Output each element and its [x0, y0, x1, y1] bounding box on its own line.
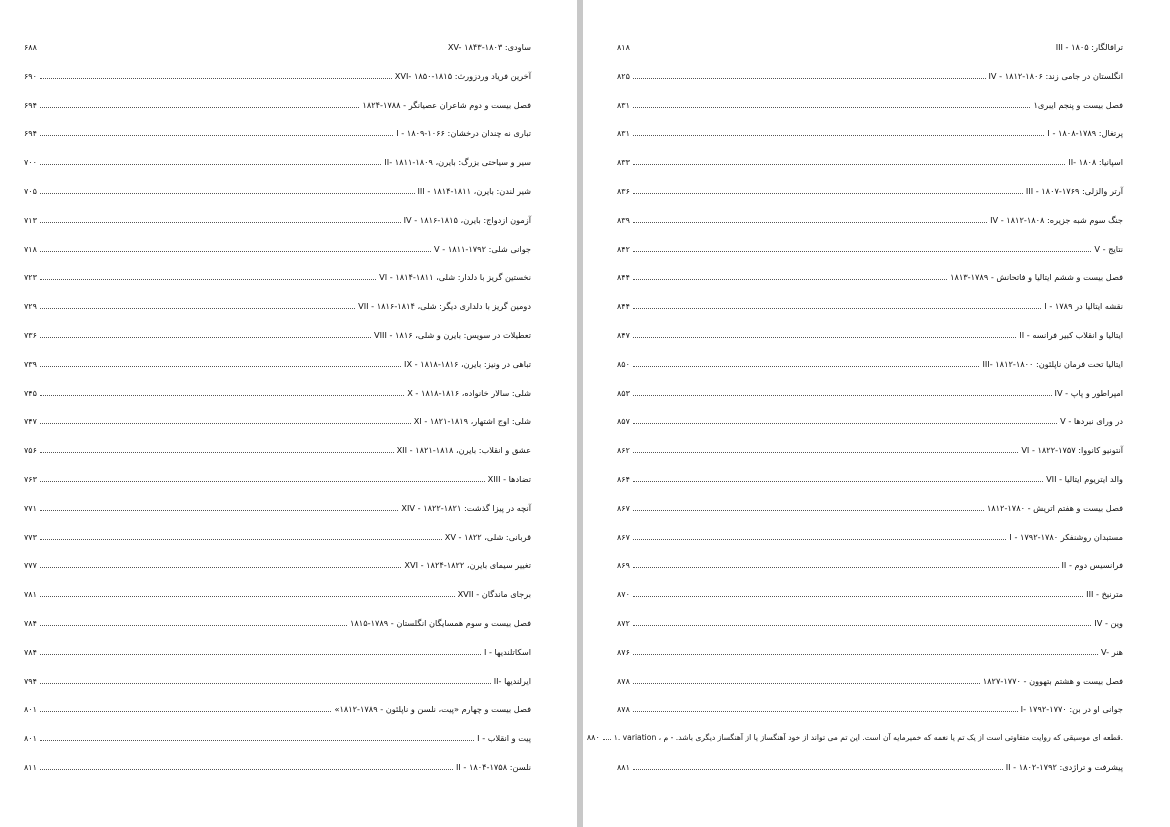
toc-entry[interactable]	[617, 674, 1123, 703]
toc-entry-page-number: ۷۸۱	[24, 590, 37, 600]
toc-entry[interactable]	[24, 299, 531, 328]
dot-leader	[633, 99, 1031, 108]
dot-leader	[633, 243, 1092, 252]
toc-entry[interactable]	[617, 40, 1123, 69]
toc-entry[interactable]	[24, 731, 531, 760]
dot-leader	[633, 761, 1003, 770]
toc-entry[interactable]	[617, 386, 1123, 415]
toc-entry-page-number: ۸۷۶	[617, 647, 630, 657]
toc-entry[interactable]	[617, 357, 1123, 386]
toc-entry-title: XVI- آخرین فریاد وردزورث: ۱۸۱۵-۱۸۵۰	[394, 70, 531, 81]
toc-entry-page-number: ۸۶۷	[617, 503, 630, 513]
table-of-contents-left	[24, 40, 531, 789]
toc-entry[interactable]	[24, 242, 531, 271]
dot-leader	[40, 42, 445, 50]
toc-entry-page-number: ۸۸۱	[617, 762, 630, 772]
toc-entry-page-number: ۷۳۶	[24, 330, 37, 340]
toc-entry-title: V - نتایج	[1094, 243, 1123, 254]
toc-entry-page-number: ۸۴۲	[617, 244, 630, 254]
right-page	[583, 0, 1170, 827]
toc-entry-page-number: ۶۸۸	[24, 43, 37, 52]
toc-entry-title: IV - آزمون ازدواج: بایرن، ۱۸۱۵-۱۸۱۶	[403, 214, 531, 225]
dot-leader	[633, 473, 1043, 482]
toc-entry-page-number: ۷۵۶	[24, 446, 37, 456]
dot-leader	[40, 156, 382, 165]
dot-leader	[633, 531, 1007, 540]
toc-entry-page-number: ۸۳۳	[617, 158, 630, 168]
toc-entry-title: I - نقشه ایتالیا در ۱۷۸۹	[1044, 301, 1123, 312]
dot-leader	[633, 387, 1052, 396]
toc-entry-title: X - شلی: سالار خانواده، ۱۸۱۶-۱۸۱۸	[407, 387, 531, 398]
toc-entry-title: IV - امپراطور و پاپ	[1054, 387, 1123, 398]
toc-entry-page-number: ۷۴۵	[24, 388, 37, 398]
toc-entry[interactable]	[24, 530, 531, 559]
toc-entry-page-number: ۸۷۲	[617, 618, 630, 628]
dot-leader	[40, 271, 376, 280]
toc-entry-title: فصل بیست و سوم همسایگان انگلستان - ۱۷۸۹-۱۸۱۵	[350, 617, 531, 628]
dot-leader	[40, 559, 401, 568]
dot-leader	[40, 703, 332, 712]
toc-entry[interactable]	[617, 328, 1123, 357]
toc-entry-page-number: ۸۶۲	[617, 446, 630, 456]
toc-entry[interactable]	[24, 587, 531, 616]
toc-entry-title: VIII - تعطیلات در سویس: بایرن و شلی، ۱۸۱۶	[374, 329, 531, 340]
toc-entry-page-number: ۸۳۶	[617, 186, 630, 196]
toc-entry[interactable]	[617, 501, 1123, 530]
toc-entry-page-number: ۸۴۴	[617, 302, 630, 312]
toc-entry-page-number: ۷۰۵	[24, 186, 37, 196]
toc-entry-title: VII - دومین گریز با دلداری دیگر: شلی، ۱۸۱۴-۱۸۱۶	[358, 301, 531, 312]
toc-entry-title: III - مترنیخ	[1086, 589, 1123, 600]
toc-entry-page-number: ۷۴۷	[24, 417, 37, 427]
toc-entry-page-number: ۸۵۰	[617, 359, 630, 369]
toc-entry[interactable]	[617, 587, 1123, 616]
toc-entry[interactable]	[24, 558, 531, 587]
toc-entry-title: II- سیر و سیاحتی بزرگ: بایرن، ۱۸۰۹-۱۸۱۱	[384, 157, 531, 168]
toc-entry[interactable]	[617, 98, 1123, 127]
dot-leader	[40, 387, 404, 396]
toc-entry[interactable]	[24, 472, 531, 501]
toc-entry[interactable]	[617, 530, 1123, 559]
dot-leader	[40, 358, 401, 367]
toc-entry[interactable]	[24, 357, 531, 386]
dot-leader	[40, 127, 393, 136]
toc-entry-title: I - اسکاتلندیها	[483, 646, 531, 657]
toc-entry-page-number: ۸۵۳	[617, 388, 630, 398]
toc-entry[interactable]	[24, 386, 531, 415]
toc-entry-title: فصل بیست و هشتم بتهوون - ۱۷۷۰-۱۸۲۷	[982, 675, 1123, 686]
toc-entry[interactable]	[24, 213, 531, 242]
dot-leader	[633, 271, 947, 280]
dot-leader	[40, 243, 431, 252]
dot-leader	[633, 588, 1083, 597]
toc-entry-page-number: ۷۷۱	[24, 503, 37, 513]
toc-entry[interactable]	[617, 645, 1123, 674]
toc-entry-page-number: ۷۷۷	[24, 561, 37, 571]
toc-entry-page-number: ۸۴۴	[617, 273, 630, 283]
dot-leader	[40, 531, 442, 540]
dot-leader	[633, 214, 987, 223]
toc-entry[interactable]	[617, 702, 1123, 731]
dot-leader	[40, 617, 347, 626]
toc-entry-page-number: ۷۸۴	[24, 618, 37, 628]
toc-entry-page-number: ۸۶۴	[617, 474, 630, 484]
dot-leader	[40, 473, 485, 482]
toc-entry-page-number: ۷۸۴	[24, 647, 37, 657]
toc-entry-title: XIV - آنچه در پیزا گذشت: ۱۸۲۱-۱۸۲۲	[401, 502, 531, 513]
dot-leader	[633, 329, 1016, 338]
toc-entry-title: III - آرتر والزلی: ۱۷۶۹-۱۸۰۷	[1025, 185, 1123, 196]
toc-entry-title: فصل بیست و پنجم ایبری۱	[1033, 99, 1123, 110]
dot-leader	[40, 99, 360, 108]
dot-leader	[40, 300, 355, 309]
toc-entry-page-number: ۶۹۰	[24, 71, 37, 81]
dot-leader	[40, 761, 453, 770]
toc-entry[interactable]	[24, 616, 531, 645]
toc-entry[interactable]	[617, 184, 1123, 213]
table-of-contents-right	[586, 40, 1123, 789]
toc-entry[interactable]	[24, 126, 531, 155]
toc-entry-title: IV - جنگ سوم شبه جزیره: ۱۸۰۸-۱۸۱۲	[990, 214, 1123, 225]
toc-entry[interactable]	[617, 472, 1123, 501]
dot-leader	[633, 185, 1023, 194]
dot-leader	[40, 444, 394, 453]
toc-entry-page-number: ۸۷۰	[617, 590, 630, 600]
dot-leader	[40, 646, 481, 655]
toc-entry-title: I - مستبدان روشنفکر ۱۷۸۰-۱۷۹۲	[1009, 531, 1123, 542]
dot-leader	[40, 329, 371, 338]
toc-entry-title: فصل بیست و چهارم «پیت، نلسن و ناپلئون - ۱۷۸۹-۱۸۱۲»	[334, 704, 531, 715]
toc-entry-title: V- هنر	[1101, 646, 1123, 657]
dot-leader	[633, 415, 1057, 424]
toc-entry[interactable]	[24, 760, 531, 789]
toc-entry-page-number: ۷۶۳	[24, 474, 37, 484]
toc-entry[interactable]	[24, 69, 531, 98]
dot-leader	[40, 502, 399, 511]
toc-entry[interactable]	[617, 299, 1123, 328]
dot-leader	[40, 732, 474, 741]
toc-entry-title: I - پیت و انقلاب	[477, 733, 531, 744]
dot-leader	[633, 502, 984, 511]
toc-entry-title: II - نلسن: ۱۷۵۸-۱۸۰۴	[455, 761, 531, 772]
dot-leader	[633, 444, 1018, 453]
toc-entry-title: V - جوانی شلی: ۱۷۹۲-۱۸۱۱	[434, 243, 531, 254]
dot-leader	[633, 675, 980, 684]
toc-entry-page-number: ۸۳۱	[617, 129, 630, 139]
dot-leader	[40, 70, 392, 79]
toc-entry-page-number: ۷۰۰	[24, 158, 37, 168]
toc-entry-title: XVI - تغییر سیمای بایرن، ۱۸۲۲-۱۸۲۴	[404, 560, 531, 571]
toc-entry[interactable]	[617, 126, 1123, 155]
toc-entry-page-number: ۸۶۹	[617, 561, 630, 571]
footnote-entry[interactable]	[586, 731, 1123, 760]
toc-entry-page-number: ۸۱۱	[24, 762, 37, 772]
dot-leader	[633, 703, 1018, 712]
toc-entry-title: III - ترافالگار: ۱۸۰۵	[1055, 42, 1123, 52]
toc-entry-page-number: ۶۹۴	[24, 100, 37, 110]
toc-entry-page-number: ۸۴۷	[617, 330, 630, 340]
dot-leader	[633, 617, 1091, 626]
toc-entry-title: XVII - برجای ماندگان	[457, 589, 531, 600]
toc-entry-title: فصل بیست و هفتم اتریش - ۱۷۸۰-۱۸۱۲	[986, 502, 1123, 513]
toc-entry-title: IV - وین	[1094, 617, 1123, 628]
toc-entry-title: I - تباری نه چندان درخشان: ۱۰۶۶-۱۸۰۹	[396, 128, 531, 139]
toc-entry-page-number: ۷۱۳	[24, 215, 37, 225]
toc-entry-page-number: ۷۱۸	[24, 244, 37, 254]
dot-leader	[633, 358, 980, 367]
toc-entry-title: XV- ساودی: ۱۸۰۳-۱۸۴۳	[447, 42, 531, 52]
toc-entry-title: VI - آنتونیو کانووا: ۱۷۵۷-۱۸۲۲	[1021, 445, 1123, 456]
toc-entry-page-number: ۸۱۸	[617, 43, 630, 52]
toc-entry[interactable]	[24, 155, 531, 184]
toc-entry-title: ۱. variation ، قطعه ای موسیقی که روایت متفاوتی است از یک تم یا نغمه که خمیرمایه آن است. این تم می تواند از خود آهنگساز یا از آهنگساز دیگری باشد. - م.	[613, 733, 1123, 743]
toc-entry-title: فصل بیست و دوم شاعران عصیانگر - ۱۷۸۸-۱۸۲۴	[362, 99, 531, 110]
toc-entry-page-number: ۸۰۱	[24, 734, 37, 744]
toc-entry-title: VII - والد ایتریوم ایتالیا	[1046, 473, 1123, 484]
toc-entry[interactable]	[617, 760, 1123, 789]
toc-entry[interactable]	[24, 184, 531, 213]
toc-entry[interactable]	[617, 69, 1123, 98]
toc-entry-title: XV - قربانی: شلی، ۱۸۲۲	[444, 531, 531, 542]
toc-entry-title: XI - شلی: اوج اشتهار، ۱۸۱۹-۱۸۲۱	[413, 416, 531, 427]
toc-entry-title: VI - نخستین گریز با دلدار: شلی، ۱۸۱۱-۱۸۱۴	[379, 272, 531, 283]
dot-leader	[633, 300, 1041, 309]
toc-entry[interactable]	[24, 674, 531, 703]
toc-entry-title: XIII - تضادها	[487, 473, 531, 484]
toc-entry-page-number: ۸۷۸	[617, 676, 630, 686]
dot-leader	[633, 559, 1059, 568]
toc-entry-page-number: ۷۳۹	[24, 359, 37, 369]
toc-entry-title: II- اسپانیا: ۱۸۰۸	[1068, 157, 1123, 168]
toc-entry-title: XII - عشق و انقلاب: بایرن، ۱۸۱۸-۱۸۲۱	[396, 445, 531, 456]
toc-entry-title: II - پیشرفت و تراژدی: ۱۷۹۲-۱۸۰۲	[1005, 761, 1123, 772]
toc-entry-title: II - فرانسیس دوم	[1061, 560, 1123, 571]
toc-entry-title: IV - انگلستان در جامی زند: ۱۸۰۶-۱۸۱۲	[988, 70, 1123, 81]
dot-leader	[633, 156, 1065, 165]
toc-entry[interactable]	[617, 270, 1123, 299]
toc-entry-page-number: ۷۲۳	[24, 273, 37, 283]
toc-entry[interactable]	[24, 98, 531, 127]
toc-entry-page-number: ۷۲۹	[24, 302, 37, 312]
toc-entry[interactable]	[24, 645, 531, 674]
toc-entry[interactable]	[617, 242, 1123, 271]
toc-entry-title: I - پرتغال: ۱۷۸۹-۱۸۰۸	[1047, 128, 1123, 139]
toc-entry[interactable]	[617, 155, 1123, 184]
toc-entry-page-number: ۸۲۵	[617, 71, 630, 81]
toc-entry-page-number: ۸۵۷	[617, 417, 630, 427]
toc-entry-page-number: ۷۹۴	[24, 676, 37, 686]
toc-entry-title: II - ایتالیا و انقلاب کبیر فرانسه	[1019, 329, 1123, 340]
dot-leader	[633, 127, 1045, 136]
toc-entry[interactable]	[617, 558, 1123, 587]
dot-leader	[40, 214, 401, 223]
toc-entry-title: V - در ورای نبردها	[1060, 416, 1123, 427]
dot-leader	[40, 675, 491, 684]
toc-entry-page-number: ۸۷۸	[617, 705, 630, 715]
toc-entry-page-number: ۸۳۹	[617, 215, 630, 225]
dot-leader	[633, 646, 1098, 655]
dot-leader	[40, 588, 455, 597]
toc-entry[interactable]	[24, 702, 531, 731]
toc-entry-page-number: ۸۶۷	[617, 532, 630, 542]
toc-entry-title: فصل بیست و ششم ایتالیا و فاتحانش - ۱۷۸۹-۱۸۱۳	[950, 272, 1123, 283]
dot-leader	[603, 731, 611, 740]
toc-entry-title: III- ایتالیا تحت فرمان ناپلئون: ۱۸۰۰-۱۸۱۲	[982, 358, 1123, 369]
toc-entry[interactable]	[24, 270, 531, 299]
toc-entry-page-number: ۶۹۴	[24, 129, 37, 139]
toc-entry-title: I- جوانی او در بن: ۱۷۷۰-۱۷۹۲	[1020, 704, 1123, 715]
toc-entry[interactable]	[24, 40, 531, 69]
toc-entry-page-number: ۸۰۱	[24, 705, 37, 715]
dot-leader	[40, 185, 415, 194]
toc-entry-title: IX - تباهی در ونیز: بایرن، ۱۸۱۶-۱۸۱۸	[404, 358, 531, 369]
dot-leader	[40, 415, 411, 424]
toc-entry-page-number: ۸۸۰	[586, 733, 600, 743]
toc-entry[interactable]	[24, 328, 531, 357]
toc-entry[interactable]	[24, 414, 531, 443]
toc-entry-title: III - شیر لندن: بایرن، ۱۸۱۱-۱۸۱۴	[417, 185, 531, 196]
dot-leader	[633, 42, 1053, 50]
toc-entry[interactable]	[24, 501, 531, 530]
left-page	[0, 0, 577, 827]
toc-entry-page-number: ۸۳۱	[617, 100, 630, 110]
toc-entry-page-number: ۷۷۳	[24, 532, 37, 542]
toc-entry[interactable]	[617, 616, 1123, 645]
toc-entry-title: II- ایرلندیها	[493, 675, 531, 686]
toc-entry[interactable]	[617, 443, 1123, 472]
toc-entry[interactable]	[617, 213, 1123, 242]
toc-entry[interactable]	[617, 414, 1123, 443]
toc-entry[interactable]	[24, 443, 531, 472]
dot-leader	[633, 70, 986, 79]
